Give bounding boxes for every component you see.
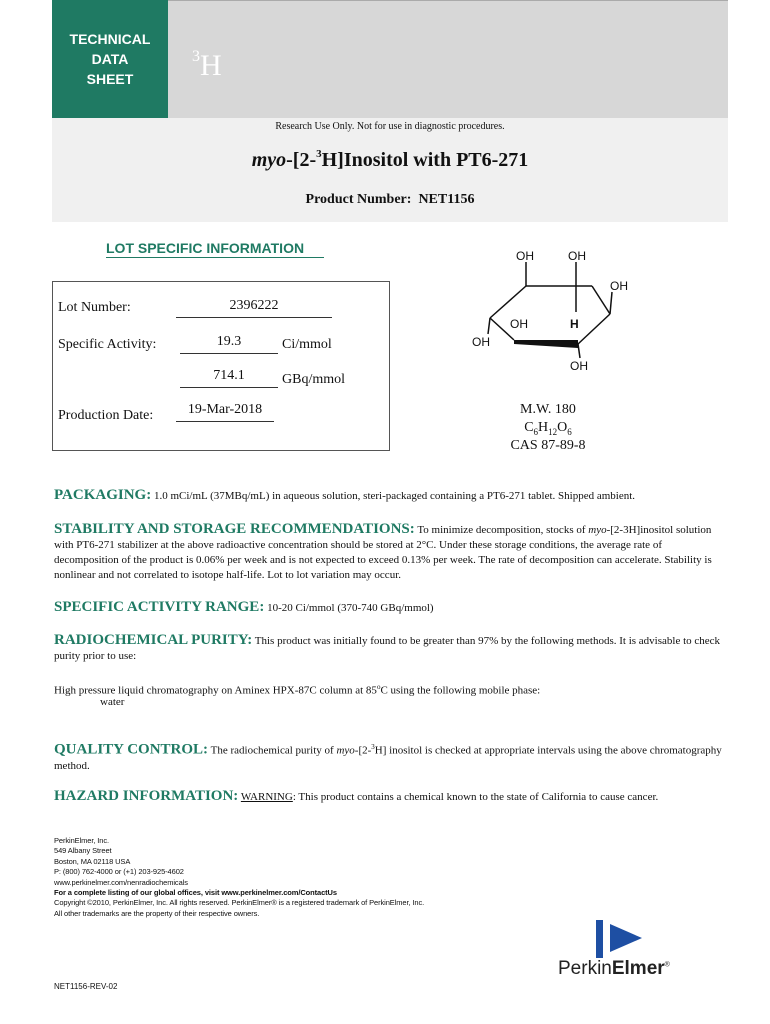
cas-number: CAS 87-89-8 (510, 438, 586, 453)
product-title (52, 148, 728, 172)
technical-data-sheet-label (52, 0, 168, 118)
perkinelmer-logo-icon (590, 912, 650, 962)
logo-registered-mark: ® (664, 961, 670, 969)
product-number (52, 192, 728, 208)
logo-word-perkin: Perkin (558, 958, 612, 979)
ci-unit: Ci/mmol (282, 337, 332, 352)
product-number-label: Product Number: (305, 192, 412, 207)
isotope-symbol (192, 48, 222, 83)
h-label: H (570, 317, 579, 331)
label-line-1: TECHNICAL (69, 31, 151, 47)
trademarks: All other trademarks are the property of their respective owners. (54, 908, 260, 918)
hazard-heading: HAZARD INFORMATION: (54, 788, 239, 804)
hazard-warning: WARNING (240, 791, 293, 803)
stability-italic: myo (588, 524, 607, 536)
phone: P: (800) 762-4000 or (+1) 203-925-4602 (54, 867, 184, 877)
label-line-2: DATA (91, 51, 129, 67)
wedge-bond (514, 340, 578, 348)
global-offices: For a complete listing of our global offices, visit www.perkinelmer.com/ContactUs (54, 888, 337, 898)
sa-range-heading: SPECIFIC ACTIVITY RANGE: (54, 599, 265, 615)
packaging-heading: PACKAGING: (54, 487, 152, 503)
stability-section (54, 522, 726, 583)
lot-specific-heading: LOT SPECIFIC INFORMATION (106, 240, 305, 256)
purity-section (54, 633, 726, 664)
stability-text-2: -[2-3H]inositol (606, 524, 674, 536)
title-part-2: H]Inositol with PT6-271 (321, 149, 529, 171)
product-number-value: NET1156 (418, 192, 475, 207)
purity-text: This product was initially found to be greater than 97% by the following methods. It is advisable to check purity prior to use: (54, 635, 721, 662)
qc-text-1: The radiochemical purity of (210, 744, 334, 757)
hazard-section (54, 789, 726, 805)
formula-o-n: 6 (567, 426, 572, 437)
document-code: NET1156-REV-02 (54, 982, 118, 991)
city: Boston, MA 02118 USA (54, 856, 131, 866)
formula-h-n: 12 (548, 426, 558, 437)
oh-label-5: OH (472, 335, 490, 349)
gbq-unit: GBq/mmol (282, 372, 346, 387)
lot-number-label: Lot Number: (58, 300, 131, 315)
specific-activity-ci: 19.3 (180, 334, 278, 354)
street: 549 Albany Street (54, 846, 112, 856)
title-italic: myo (251, 149, 287, 171)
oh-label-3: OH (610, 279, 628, 293)
stability-heading: STABILITY AND STORAGE RECOMMENDATIONS: (54, 521, 415, 537)
company-name: PerkinElmer, Inc. (54, 836, 109, 845)
specific-activity-label: Specific Activity: (58, 337, 157, 352)
formula-c-n: 6 (533, 426, 539, 437)
oh-label-1: OH (516, 249, 534, 263)
company-address (54, 836, 424, 919)
qc-sup: 3 (371, 743, 375, 751)
purity-heading: RADIOCHEMICAL PURITY: (54, 632, 253, 648)
packaging-text: 1.0 mCi/mL (37MBq/mL) in aqueous solution, steri-packaged containing a PT6-271 tablet. Shipped ambient. (153, 490, 636, 502)
copyright: Copyright ©2010, PerkinElmer, Inc. All rights reserved. PerkinElmer® is a registered trademark of PerkinElmer, Inc. (54, 898, 425, 908)
stability-text-1: To minimize decomposition, stocks of (417, 524, 586, 536)
website: www.perkinelmer.com/nenradiochemicals (54, 877, 188, 887)
title-sup: 3 (316, 148, 322, 160)
hplc-sup: o (376, 683, 381, 691)
perkinelmer-logo-text (558, 958, 670, 980)
specific-activity-gbq: 714.1 (180, 368, 278, 388)
qc-text-2: -[2- (354, 744, 372, 757)
hplc-text-2: C using the following mobile phase: (380, 684, 541, 697)
production-date-label: Production Date: (58, 408, 154, 423)
molecular-weight: M.W. 180 (520, 402, 576, 417)
qc-heading: QUALITY CONTROL: (54, 741, 209, 758)
isotope-element: H (200, 49, 222, 82)
research-use-disclaimer: Research Use Only. Not for use in diagnostic procedures. (275, 121, 505, 132)
oh-label-6: OH (570, 359, 588, 373)
mobile-phase: water (100, 696, 125, 708)
hazard-text: : This product contains a chemical known to the state of California to cause cancer. (292, 791, 659, 803)
logo-word-elmer: Elmer (611, 958, 665, 979)
sa-range-section (54, 600, 726, 616)
hplc-text-1: High pressure liquid chromatography on Aminex HPX-87C column at 85 (54, 684, 377, 697)
packaging-section (54, 488, 726, 504)
oh-label-2: OH (568, 249, 586, 263)
qc-italic: myo (336, 744, 355, 757)
production-date-value: 19-Mar-2018 (176, 402, 274, 422)
isotope-mass: 3 (192, 48, 200, 65)
label-line-3: SHEET (86, 71, 134, 87)
title-part-1: -[2- (286, 149, 317, 171)
stability-text-3: solution with PT6-271 stabilizer at the above radioactive concentration should be stored at 2°C. Under these storage conditions, the average rate of decomposition of the product is 0.06% per week and is not expected to exceed 0.13% per week. The rate of decomposition can accelerate. Stability is nonlinear and not correlated to isotope half-life. Lot to lot variation may occur. (54, 524, 712, 581)
lot-heading-underline (106, 257, 324, 258)
qc-text-3: H] inositol is checked at appropriate intervals using the above chromatography method. (54, 744, 722, 772)
formula-h: H (538, 420, 549, 435)
oh-label-4: OH (510, 317, 528, 331)
inositol-structure (460, 240, 660, 380)
formula-c: C (524, 420, 534, 435)
formula-o: O (557, 420, 568, 435)
lot-number-value: 2396222 (176, 298, 332, 318)
quality-control-section (54, 740, 726, 774)
sa-range-text: 10-20 Ci/mmol (370-740 GBq/mmol) (267, 602, 434, 614)
molecular-formula (498, 420, 598, 437)
